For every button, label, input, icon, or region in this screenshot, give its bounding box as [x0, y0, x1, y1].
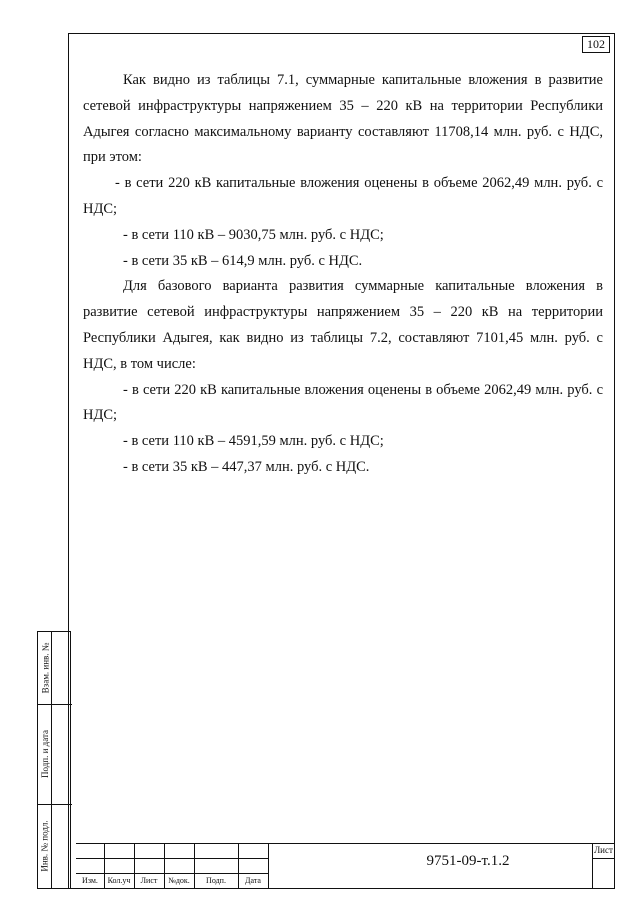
- document-code: 9751-09-т.1.2: [426, 853, 510, 869]
- hdr-kol-uch: Кол.уч: [107, 876, 131, 885]
- hdr-list: Лист: [140, 876, 158, 885]
- paragraph-intro-max: Как видно из таблицы 7.1, суммарные капитальные вложения в развитие сетевой инфраструктуры напряжением 35 – 220 кВ на территории Республики Адыгея согласно максимальному варианту составляют 11708,14 млн. руб. с НДС, при этом:: [83, 72, 603, 166]
- hdr-podp: Подп.: [206, 876, 226, 885]
- bullet-max-110kv: - в сети 110 кВ – 9030,75 млн. руб. с НДС;: [123, 226, 384, 243]
- bullet-base-35kv: - в сети 35 кВ – 447,37 млн. руб. с НДС.: [123, 458, 370, 475]
- inv-podl-label: Инв. № подл.: [40, 820, 50, 872]
- sheet-label: Лист: [594, 845, 613, 855]
- paragraph-intro-base: Для базового варианта развития суммарные капитальные вложения в развитие сетевой инфраструктуры напряжением 35 – 220 кВ на территории Республики Адыгея, как видно из таблицы 7.2, составляют 7101,45 млн. руб. с НДС, в том числе:: [83, 278, 603, 372]
- bullet-base-110kv: - в сети 110 кВ – 4591,59 млн. руб. с НДС;: [123, 433, 384, 450]
- podp-data-label: Подп. и дата: [40, 729, 50, 779]
- page-number: 102: [582, 36, 610, 53]
- bullet-max-35kv: - в сети 35 кВ – 614,9 млн. руб. с НДС.: [123, 252, 363, 269]
- bullet-base-220kv: - в сети 220 кВ капитальные вложения оценены в объеме 2062,49 млн. руб. с НДС;: [83, 381, 603, 424]
- hdr-izm: Изм.: [82, 876, 98, 885]
- document-body: [83, 68, 603, 481]
- vzam-inv-label: Взам. инв. №: [40, 642, 50, 694]
- bullet-max-220kv: - в сети 220 кВ капитальные вложения оценены в объеме 2062,49 млн. руб. с НДС;: [83, 175, 603, 217]
- hdr-data: Дата: [245, 876, 261, 885]
- side-stamp: [37, 631, 71, 889]
- hdr-ndok: №док.: [168, 876, 190, 885]
- title-block: [76, 843, 615, 889]
